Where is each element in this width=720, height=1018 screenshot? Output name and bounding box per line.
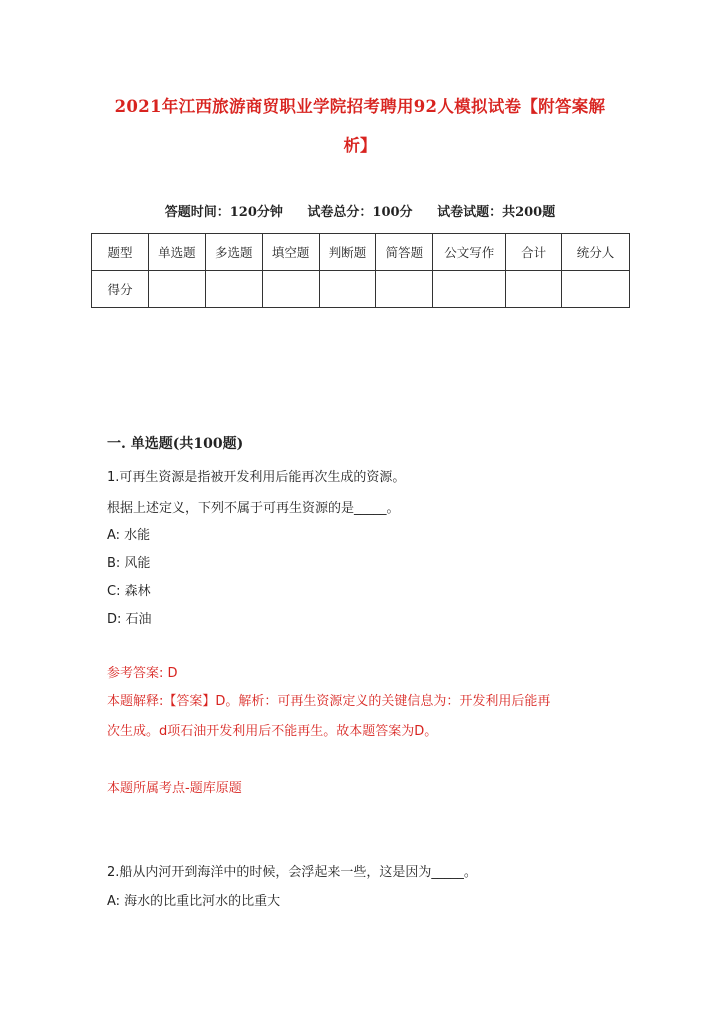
table-cell-empty [562,271,630,308]
score-table-header-row [92,234,630,271]
section-heading: 一. 单选题(共100题) [107,436,244,452]
question-2-stem: 2.船从内河开到海洋中的时候，会浮起来一些，这是因为_____。 [107,865,477,880]
table-cell-empty [506,271,562,308]
question-1-source: 本题所属考点-题库原题 [107,781,242,796]
table-cell-empty [319,271,376,308]
exam-title: 2021年江西旅游商贸职业学院招考聘用92人模拟试卷【附答案解 [114,97,606,116]
score-table-score-row [92,271,630,308]
question-1-explanation-continued: 次生成。d项石油开发利用后不能再生。故本题答案为D。 [107,724,438,739]
question-1-option-a: A: 水能 [107,528,151,543]
total-score: 试卷总分：100分 [307,205,413,220]
total-questions: 试卷试题：共200题 [437,205,556,220]
table-cell: 填空题 [262,234,319,271]
table-cell: 统分人 [562,234,630,271]
table-cell-empty [148,271,205,308]
score-table [91,233,630,308]
exam-meta [0,201,720,220]
table-cell: 多选题 [205,234,262,271]
table-cell-empty [433,271,506,308]
table-cell: 合计 [506,234,562,271]
table-cell: 得分 [92,271,149,308]
table-cell: 判断题 [319,234,376,271]
table-cell: 题型 [92,234,149,271]
question-1-option-c: C: 森林 [107,584,151,599]
question-1-prompt: 根据上述定义，下列不属于可再生资源的是_____。 [107,501,400,516]
question-1-stem: 1.可再生资源是指被开发利用后能再次生成的资源。 [107,470,406,485]
table-cell-empty [376,271,433,308]
question-1-answer: 参考答案: D [107,666,178,681]
table-cell: 单选题 [148,234,205,271]
table-cell-empty [205,271,262,308]
question-1-explanation: 本题解释:【答案】D。解析：可再生资源定义的关键信息为：开发利用后能再 [107,694,551,709]
table-cell: 公文写作 [433,234,506,271]
question-2-option-a: A: 海水的比重比河水的比重大 [107,894,281,909]
table-cell: 简答题 [376,234,433,271]
question-1-option-d: D: 石油 [107,612,152,627]
exam-title-continued: 析】 [343,136,377,155]
exam-time: 答题时间：120分钟 [164,205,283,220]
question-1-option-b: B: 风能 [107,556,151,571]
table-cell-empty [262,271,319,308]
